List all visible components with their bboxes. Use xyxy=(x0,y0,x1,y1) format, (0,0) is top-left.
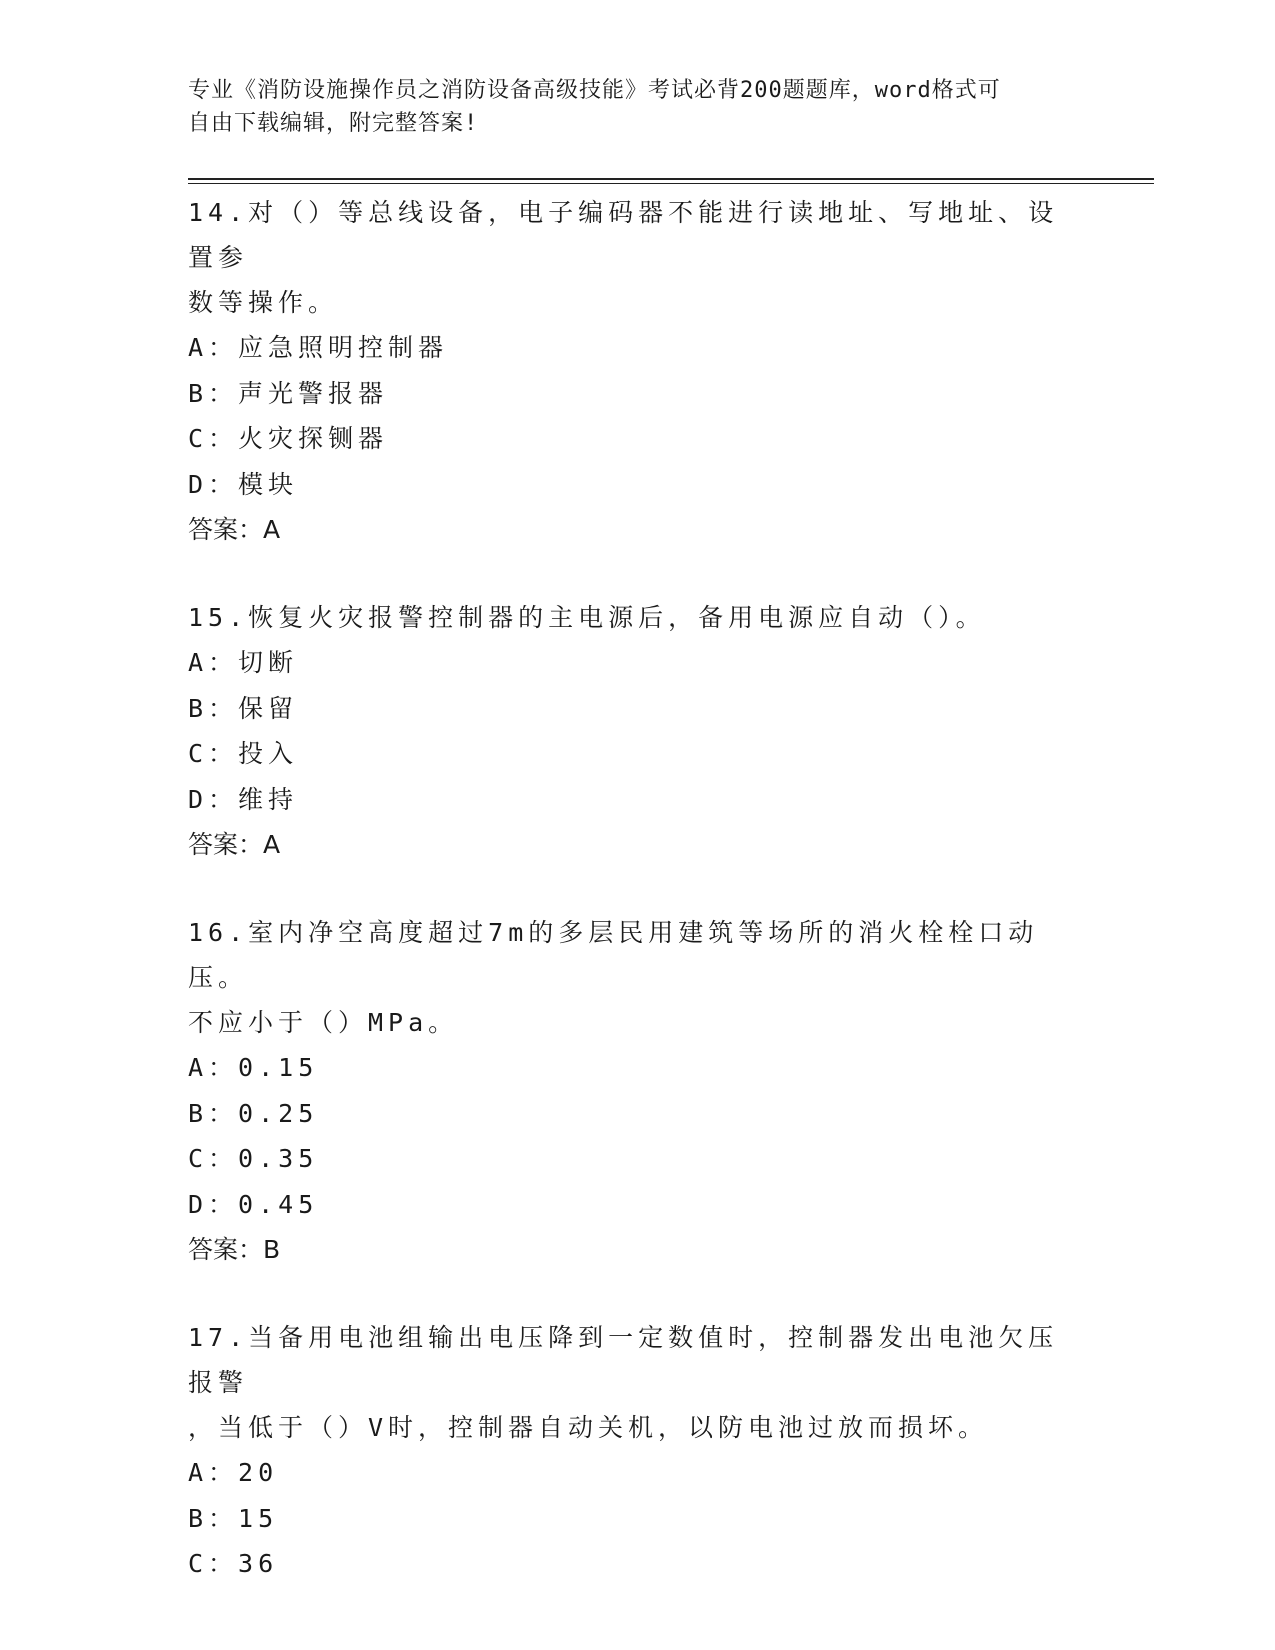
answer-line: 答案：A xyxy=(188,830,281,859)
question-stem-continued: 数等操作。 xyxy=(188,288,339,317)
option-a: A：应急照明控制器 xyxy=(188,333,449,362)
option-a: A：切断 xyxy=(188,648,299,677)
question-list xyxy=(188,190,1088,1630)
question-stem-continued: ，当低于（）V时，控制器自动关机，以防电池过放而损坏。 xyxy=(188,1413,989,1442)
option-d: D：0.45 xyxy=(188,1189,319,1219)
header-divider-thin xyxy=(188,183,1154,184)
option-d: D：维持 xyxy=(188,784,299,814)
option-a: A：0.15 xyxy=(188,1053,319,1082)
header-line-2: 自由下载编辑，附完整答案! xyxy=(188,111,479,136)
question-stem: 14.对（）等总线设备，电子编码器不能进行读地址、写地址、设置参 xyxy=(188,198,1059,272)
header-divider-thick xyxy=(188,178,1154,180)
question-stem: 16.室内净空高度超过7m的多层民用建筑等场所的消火栓栓口动压。 xyxy=(188,918,1039,992)
option-d: D：模块 xyxy=(188,469,299,499)
answer-line: 答案：B xyxy=(188,1235,281,1264)
question-stem: 15.恢复火灾报警控制器的主电源后，备用电源应自动（）。 xyxy=(188,603,986,632)
document-header xyxy=(188,74,1088,140)
option-b: B：声光警报器 xyxy=(188,378,389,408)
option-a: A：20 xyxy=(188,1458,279,1487)
option-c: C：0.35 xyxy=(188,1144,319,1173)
question-stem-continued: 不应小于（）MPa。 xyxy=(188,1008,459,1037)
question-15 xyxy=(188,595,1088,867)
option-c: C：火灾探铡器 xyxy=(188,424,389,453)
question-17 xyxy=(188,1315,1088,1587)
option-c: C：投入 xyxy=(188,739,299,768)
option-b: B：0.25 xyxy=(188,1098,319,1128)
answer-line: 答案：A xyxy=(188,515,281,544)
option-c: C：36 xyxy=(188,1549,279,1578)
question-14 xyxy=(188,190,1088,552)
header-line-1: 专业《消防设施操作员之消防设备高级技能》考试必背200题题库，word格式可 xyxy=(188,78,1001,103)
question-stem: 17.当备用电池组输出电压降到一定数值时，控制器发出电池欠压报警 xyxy=(188,1323,1059,1397)
option-b: B：15 xyxy=(188,1503,279,1533)
option-b: B：保留 xyxy=(188,693,299,723)
question-16 xyxy=(188,910,1088,1272)
